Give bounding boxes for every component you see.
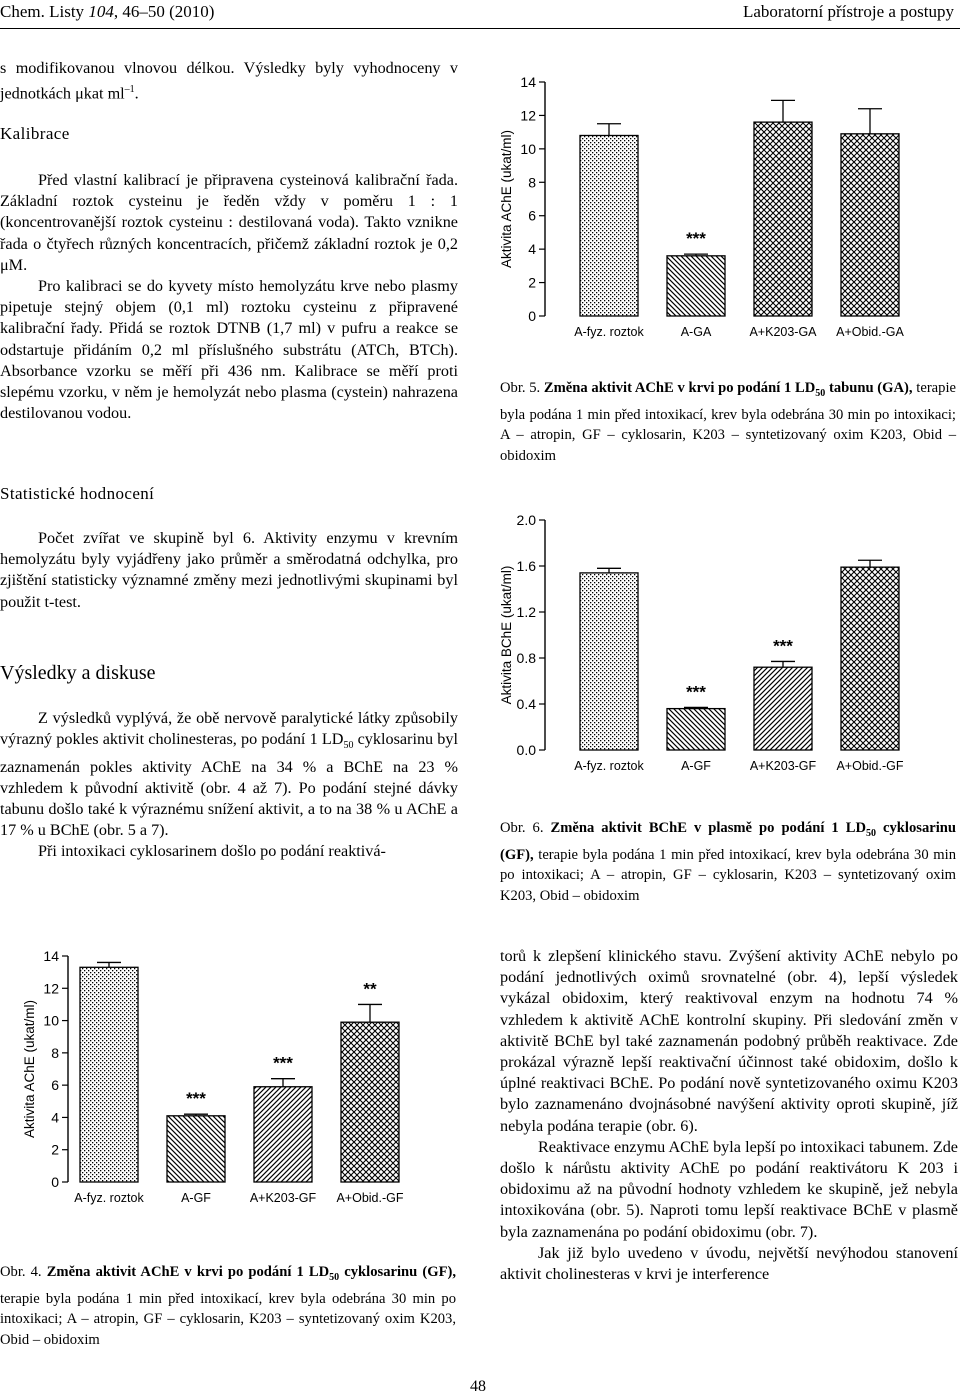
figure-6-svg (500, 500, 960, 790)
figure-5-svg (500, 60, 960, 350)
y-tick-label: 12 (43, 980, 59, 997)
x-category-label: A-fyz. roztok (574, 759, 644, 773)
x-category-label: A-fyz. roztok (574, 325, 644, 339)
y-tick-label: 0.4 (516, 696, 536, 712)
intro-paragraph: s modifikovanou vlnovou délkou. Výsledky byly vyhodnoceny v jednotkách μkat $ml^{-1}$. (0, 59, 458, 103)
y-tick-label: 6 (528, 207, 536, 224)
calibration-paragraph-2: Pro kalibraci se do kyvety místo hemolyzátu krve nebo plasmy pipetuje stejný objem (0,1 ml) roztoku cysteinu z připravené kalibrační řady. Přidá se roztok DTNB (1,7 ml) v pufru a reakce se odstartuje přidáním 0,2 ml příslušného substrátu (ATCh, BTCh). Absorbance vzorku se měří při 436 nm. Kalibrace se měří proti slepému vzorku, v něm je hemolyzát nebo plasma (cystein) nahrazena destilovanou vodou. (0, 277, 458, 423)
y-tick-label: 4 (528, 241, 536, 258)
x-category-label: A+Obid.-GF (836, 759, 904, 773)
right-paragraph-3: Jak již bylo uvedeno v úvodu, největší nevýhodou stanovení aktivit cholinesteras v krvi je interference (500, 1243, 958, 1284)
bar (841, 134, 899, 316)
bar (580, 135, 638, 316)
x-category-label: A-GF (181, 1191, 211, 1205)
bar (167, 1116, 225, 1182)
y-tick-label: 14 (520, 74, 536, 90)
y-tick-label: 14 (43, 948, 59, 964)
page-number: 48 (470, 1378, 486, 1395)
y-tick-label: 0.0 (516, 742, 536, 758)
y-tick-label: 1.2 (516, 604, 536, 620)
x-category-label: A-GF (681, 759, 711, 773)
y-axis-label: Aktivita AChE (ukat/ml) (500, 129, 514, 269)
significance-label: *** (273, 1053, 293, 1073)
journal-volume: 104 (88, 2, 114, 21)
calibration-paragraph-1: Před vlastní kalibrací je připravena cysteinová kalibrační řada. Základní roztok cysteinu je ředěn vždy v poměru 1 : 1 (koncentrovanější roztok cysteinu : destilovaná voda). Takto vznikne řada o čtyřech různých koncentracích, přičemž základní roztok je 0,2 μM. (0, 171, 458, 274)
significance-label: *** (773, 636, 793, 656)
bar (754, 122, 812, 316)
bar (667, 256, 725, 316)
results-heading: Výsledky a diskuse (0, 662, 156, 684)
y-tick-label: 6 (51, 1077, 59, 1094)
y-tick-label: 2.0 (516, 512, 536, 528)
journal-header: Chem. Listy 104, 46–50 (2010) (0, 2, 215, 21)
results-paragraph-1: Z výsledků vyplývá, že obě nervově paralytické látky způsobily výrazný pokles aktivit cholinesteras, po podání 1 $LD_{50}$ cyklosarinu byl zaznamenán pokles aktivity AChE na 34 % a BChE na 23 % vzhledem k původní aktivitě (obr. 4 až 7). Po podání stejné dávky tabunu došlo také k výraznému snížení aktivit, a to na 38 % u AChE a 17 % u BChE (obr. 5 a 7). (0, 709, 458, 840)
x-category-label: A+K203-GF (749, 759, 817, 773)
y-tick-label: 8 (51, 1044, 59, 1061)
y-tick-label: 10 (43, 1012, 59, 1029)
x-category-label: A+Obid.-GA (836, 325, 904, 339)
header-rule (0, 28, 960, 29)
y-tick-label: 1.6 (516, 558, 536, 574)
figure-6-chart (500, 500, 960, 790)
x-category-label: A+K203-GF (249, 1191, 317, 1205)
section-header: Laboratorní přístroje a postupy (742, 2, 954, 21)
x-category-label: A+Obid.-GF (336, 1191, 404, 1205)
significance-label: ** (363, 979, 377, 999)
x-category-label: A-fyz. roztok (74, 1191, 144, 1205)
right-paragraph-1: torů k zlepšení klinického stavu. Zvýšení aktivity AChE nebylo po podání jednotlivých oximů srovnatelné (obr. 4), lepší výsledek vykázal obidoxim, který reaktivoval enzym na hodnotu 74 % vzhledem k aktivitě AChE kontrolní skupiny. Při sledování změn v aktivitě BChE byl také zaznamenán podobný průběh reaktivace. Zde prokázal výrazně lepší reaktivační účinnost také obidoxim, došlo k úplné reaktivaci BChE. Po podání nově syntetizovaného oximu K203 bylo zaznamenáno dvojnásobné navýšení aktivity oproti skupině, jíž nebyla podána terapie (obr. 6). (500, 947, 958, 1135)
y-tick-label: 4 (51, 1109, 59, 1126)
stats-paragraph: Počet zvířat ve skupině byl 6. Aktivity enzymu v krevním hemolyzátu byly vyjádřeny jako průměr a směrodatná odchylka, pro zjištění statisticky významné změny mezi jednotlivými skupinami byl použit t-test. (0, 529, 458, 611)
y-tick-label: 2 (528, 274, 536, 291)
y-tick-label: 2 (51, 1141, 59, 1158)
y-tick-label: 0.8 (516, 650, 536, 666)
bar (841, 567, 899, 750)
right-column-text (500, 946, 958, 1285)
right-paragraph-2: Reaktivace enzymu AChE byla lepší po intoxikaci tabunem. Zde došlo k nárůstu aktivity AChE po podání reaktivátoru K 203 i obidoximu až na původní hodnoty vzhledem ke skupině, jež nebyla intoxikována (obr. 5). Naproti tomu lepší reaktivace BChE v plasmě byla zaznamenána po podání obidoximu (obr. 7). (500, 1137, 958, 1241)
x-category-label: A-GA (680, 325, 712, 339)
calibration-heading: Kalibrace (0, 124, 70, 143)
bar (254, 1087, 312, 1182)
significance-label: *** (686, 682, 706, 702)
y-tick-label: 8 (528, 174, 536, 191)
figure-5-chart (500, 60, 960, 350)
y-axis-label: Aktivita AChE (ukat/ml) (22, 999, 37, 1139)
y-axis-label: Aktivita BChE (ukat/ml) (500, 565, 514, 705)
bar (754, 667, 812, 750)
results-paragraph-2: Při intoxikaci cyklosarinem došlo po podání reaktivá- (38, 842, 386, 861)
figure-6-caption: Obr. 6. Změna aktivit BChE v plasmě po podání 1 $LD_{50}$ cyklosarinu (GF), terapie byla podána 1 min před intoxikací, krev byla odebrána 30 min po intoxikaci; A – atropin, GF – cyklosarin, K203 – syntetizovaný oxim K203, Obid – obidoxim (500, 820, 956, 904)
y-tick-label: 12 (520, 107, 536, 124)
significance-label: *** (186, 1089, 206, 1109)
figure-4-chart (0, 938, 460, 1218)
figure-5-caption: Obr. 5. Změna aktivit AChE v krvi po podání 1 $LD_{50}$ tabunu (GA), terapie byla podána 1 min před intoxikací, krev byla odebrána 30 min po intoxikaci; A – atropin, GF – cyklosarin, K203 – syntetizovaný oxim K203, Obid – obidoxim (500, 380, 956, 464)
bar (80, 967, 138, 1182)
results-text (0, 708, 458, 863)
bar (667, 709, 725, 750)
significance-label: *** (686, 229, 706, 249)
figure-4-svg (0, 938, 460, 1218)
figure-4-caption: Obr. 4. Změna aktivit AChE v krvi po podání 1 $LD_{50}$ cyklosarinu (GF), terapie byla podána 1 min před intoxikací, krev byla odebrána 30 min po intoxikaci; A – atropin, GF – cyklosarin, K203 – syntetizovaný oxim K203, Obid – obidoxim (0, 1264, 456, 1348)
x-category-label: A+K203-GA (749, 325, 817, 339)
y-tick-label: 0 (528, 308, 536, 324)
bar (341, 1022, 399, 1182)
stats-heading: Statistické hodnocení (0, 484, 155, 503)
calibration-text (0, 170, 458, 424)
y-tick-label: 0 (51, 1174, 59, 1190)
bar (580, 573, 638, 750)
y-tick-label: 10 (520, 140, 536, 157)
